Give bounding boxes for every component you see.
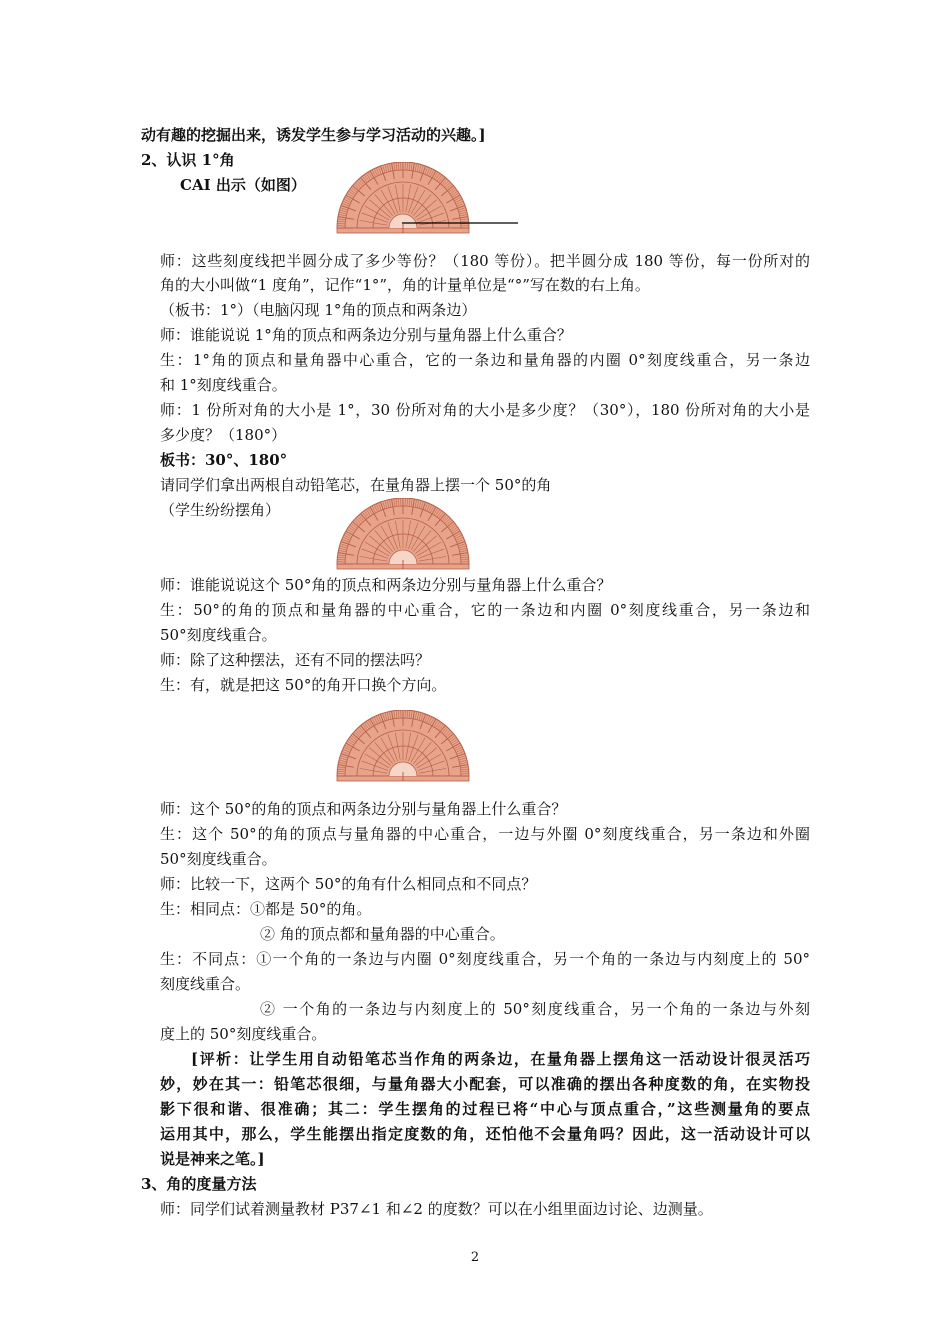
- text-line: 生：不同点：①一个角的一条边与内圈 0°刻度线重合，另一个角的一条边与内刻度上的 50°: [160, 950, 810, 968]
- text-line: 和 1°刻度线重合。: [160, 376, 287, 394]
- text-line: 师：同学们试着测量教材 P37∠1 和∠2 的度数？可以在小组里面边讨论、边测量。: [160, 1200, 713, 1218]
- section-heading: 2、认识 1°角: [141, 151, 235, 169]
- text-line: 度上的 50°刻度线重合。: [160, 1025, 327, 1043]
- page-number: 2: [470, 1250, 480, 1265]
- text-line: 动有趣的挖掘出来，诱发学生参与学习活动的兴趣。]: [141, 126, 486, 144]
- text-line: 生：50°的角的顶点和量角器的中心重合，它的一条边和内圈 0°刻度线重合，另一条边和: [160, 601, 810, 619]
- text-line: 刻度线重合。: [160, 975, 251, 993]
- text-line: 请同学们拿出两根自动铅笔芯，在量角器上摆一个 50°的角: [160, 476, 552, 494]
- text-line: 多少度？（180°）: [160, 426, 287, 444]
- text-line: 生：1°角的顶点和量角器中心重合，它的一条边和量角器的内圈 0°刻度线重合，另一条边: [160, 351, 810, 369]
- commentary-line: 运用其中，那么，学生能摆出指定度数的角，还怕他不会量角吗？因此，这一活动设计可以: [160, 1125, 810, 1143]
- text-line: CAI 出示（如图）: [180, 176, 306, 194]
- text-line: （板书：1°）（电脑闪现 1°角的顶点和两条边）: [160, 301, 477, 319]
- text-line: 师：1 份所对角的大小是 1°，30 份所对角的大小是多少度？（30°），180 份所对角的大小是: [160, 401, 810, 419]
- text-line: 生：这个 50°的角的顶点与量角器的中心重合，一边与外圈 0°刻度线重合，另一条边和外圈: [160, 825, 810, 843]
- text-line: 50°刻度线重合。: [160, 626, 277, 644]
- commentary-line: 影下很和谐、很准确；其二：学生摆角的过程已将“中心与顶点重合，”这些测量角的要点: [160, 1100, 810, 1118]
- text-line: 板书：30°、180°: [160, 451, 288, 469]
- section-heading: 3、角的度量方法: [141, 1175, 257, 1193]
- text-line: 50°刻度线重合。: [160, 850, 277, 868]
- text-line: 师：这个 50°的角的顶点和两条边分别与量角器上什么重合？: [160, 800, 567, 818]
- text-line: 师：除了这种摆法，还有不同的摆法吗？: [160, 651, 431, 669]
- text-line: 师：谁能说说这个 50°角的顶点和两条边分别与量角器上什么重合？: [160, 576, 612, 594]
- text-line: 师：比较一下，这两个 50°的角有什么相同点和不同点？: [160, 875, 537, 893]
- angle-arm-line: [400, 220, 520, 226]
- text-line: 生：有，就是把这 50°的角开口换个方向。: [160, 676, 447, 694]
- text-line: 师：这些刻度线把半圆分成了多少等份？（180 等份）。把半圆分成 180 等份，每一份所对的: [160, 252, 810, 270]
- commentary-line: 妙，妙在其一：铅笔芯很细，与量角器大小配套，可以准确的摆出各种度数的角，在实物投: [160, 1075, 810, 1093]
- text-line: 生：相同点：①都是 50°的角。: [160, 900, 372, 918]
- text-line: （学生纷纷摆角）: [160, 501, 281, 519]
- text-line: 角的大小叫做“1 度角”，记作“1°”，角的计量单位是“°”写在数的右上角。: [160, 276, 650, 294]
- text-line: ② 角的顶点都和量角器的中心重合。: [260, 925, 505, 943]
- text-line: ② 一个角的一条边与内刻度上的 50°刻度线重合，另一个角的一条边与外刻: [260, 1000, 810, 1018]
- commentary-line: 说是神来之笔。]: [160, 1150, 265, 1168]
- protractor-image-2: [332, 498, 474, 570]
- commentary-line: [评析：让学生用自动铅笔芯当作角的两条边，在量角器上摆角这一活动设计很灵活巧: [191, 1050, 810, 1068]
- text-line: 师：谁能说说 1°角的顶点和两条边分别与量角器上什么重合？: [160, 326, 572, 344]
- protractor-image-3: [332, 710, 474, 782]
